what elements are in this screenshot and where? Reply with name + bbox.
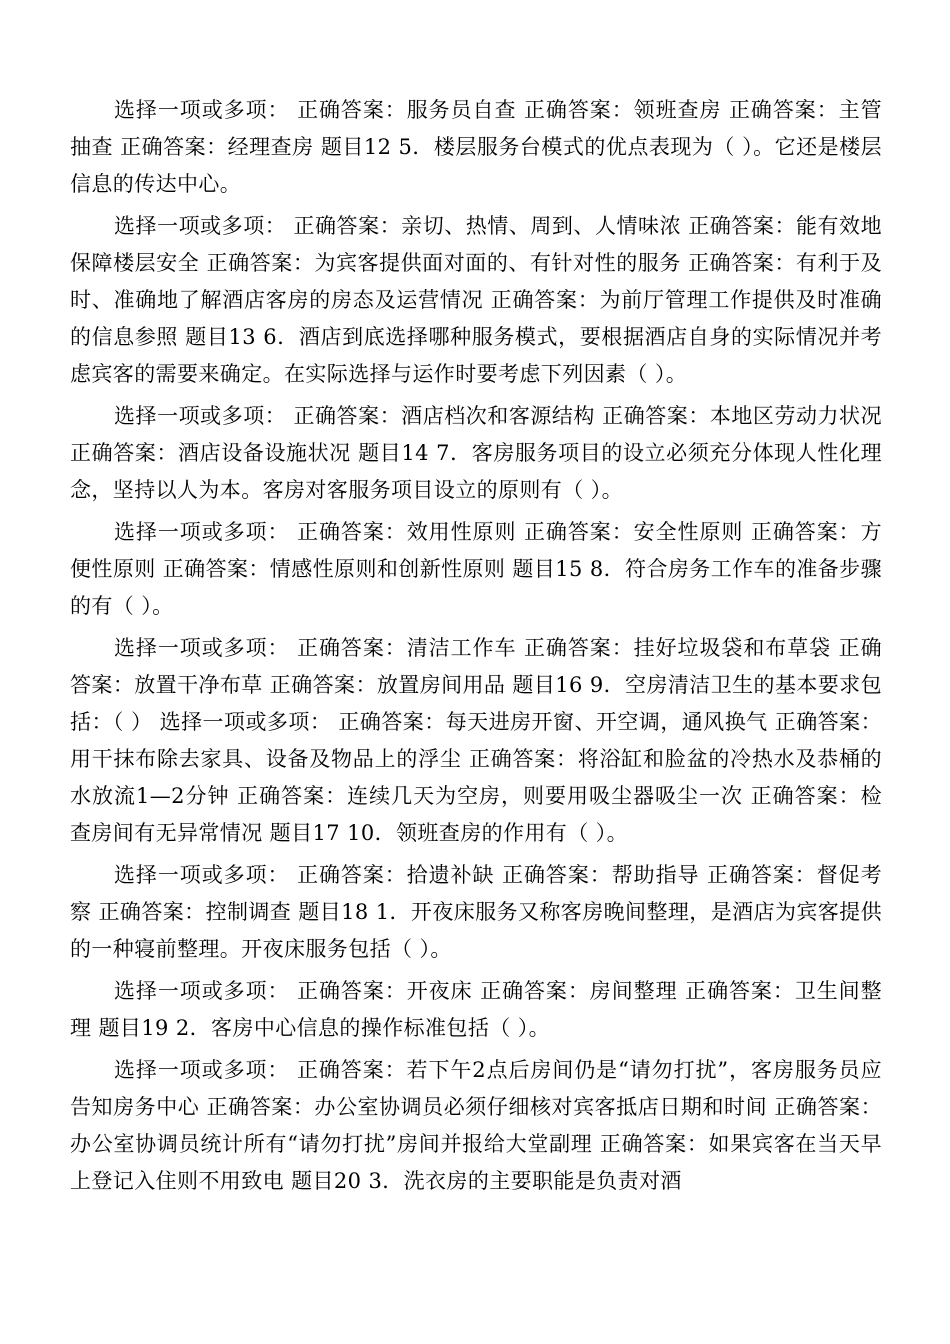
paragraph-5: 选择一项或多项： 正确答案：清洁工作车 正确答案：挂好垃圾袋和布草袋 正确答案：放置干净布草 正确答案：放置房间用品 题目16 9．空房清洁卫生的基本要求包括：（ ） 选择一项或多项： 正确答案：每天进房开窗、开空调，通风换气 正确答案：用干抹布除去家具、设备及物品上的浮尘 正确答案：将浴缸和脸盆的冷热水及恭桶的水放流1—2分钟 正确答案：连续几天为空房，则要用吸尘器吸尘一次 正确答案：检查房间有无异常情况 题目17 10．领班查房的作用有（ ）。 bbox=[70, 636, 882, 845]
paragraph-2: 选择一项或多项： 正确答案：亲切、热情、周到、人情味浓 正确答案：能有效地保障楼层安全 正确答案：为宾客提供面对面的、有针对性的服务 正确答案：有利于及时、准确地了解酒店客房的房态及运营情况 正确答案：为前厅管理工作提供及时准确的信息参照 题目13 6．酒店到底选择哪种服务模式，要根据酒店自身的实际情况并考虑宾客的需要来确定。在实际选择与运作时要考虑下列因素（ ）。 bbox=[70, 214, 882, 386]
paragraph-6: 选择一项或多项： 正确答案：拾遗补缺 正确答案：帮助指导 正确答案：督促考察 正确答案：控制调查 题目18 1．开夜床服务又称客房晚间整理，是酒店为宾客提供的一种寝前整理。开夜床服务包括（ ）。 bbox=[70, 863, 882, 961]
paragraph-1: 选择一项或多项： 正确答案：服务员自查 正确答案：领班查房 正确答案：主管抽查 正确答案：经理查房 题目12 5．楼层服务台模式的优点表现为（ ）。它还是楼层信息的传达中心。 bbox=[70, 98, 882, 196]
paragraph-8: 选择一项或多项： 正确答案：若下午2点后房间仍是“请勿打扰”，客房服务员应告知房务中心 正确答案：办公室协调员必须仔细核对宾客抵店日期和时间 正确答案：办公室协调员统计所有“请勿打扰”房间并报给大堂副理 正确答案：如果宾客在当天早上登记入住则不用致电 题目20 3．洗衣房的主要职能是负责对酒 bbox=[70, 1058, 882, 1193]
paragraph-4: 选择一项或多项： 正确答案：效用性原则 正确答案：安全性原则 正确答案：方便性原则 正确答案：情感性原则和创新性原则 题目15 8．符合房务工作车的准备步骤的有（ ）。 bbox=[70, 520, 882, 618]
document-body bbox=[70, 92, 882, 1205]
paragraph-7: 选择一项或多项： 正确答案：开夜床 正确答案：房间整理 正确答案：卫生间整理 题目19 2．客房中心信息的操作标准包括（ ）。 bbox=[70, 979, 882, 1040]
paragraph-3: 选择一项或多项： 正确答案：酒店档次和客源结构 正确答案：本地区劳动力状况 正确答案：酒店设备设施状况 题目14 7．客房服务项目的设立必须充分体现人性化理念，坚持以人为本。客房对客服务项目设立的原则有（ ）。 bbox=[70, 404, 882, 502]
